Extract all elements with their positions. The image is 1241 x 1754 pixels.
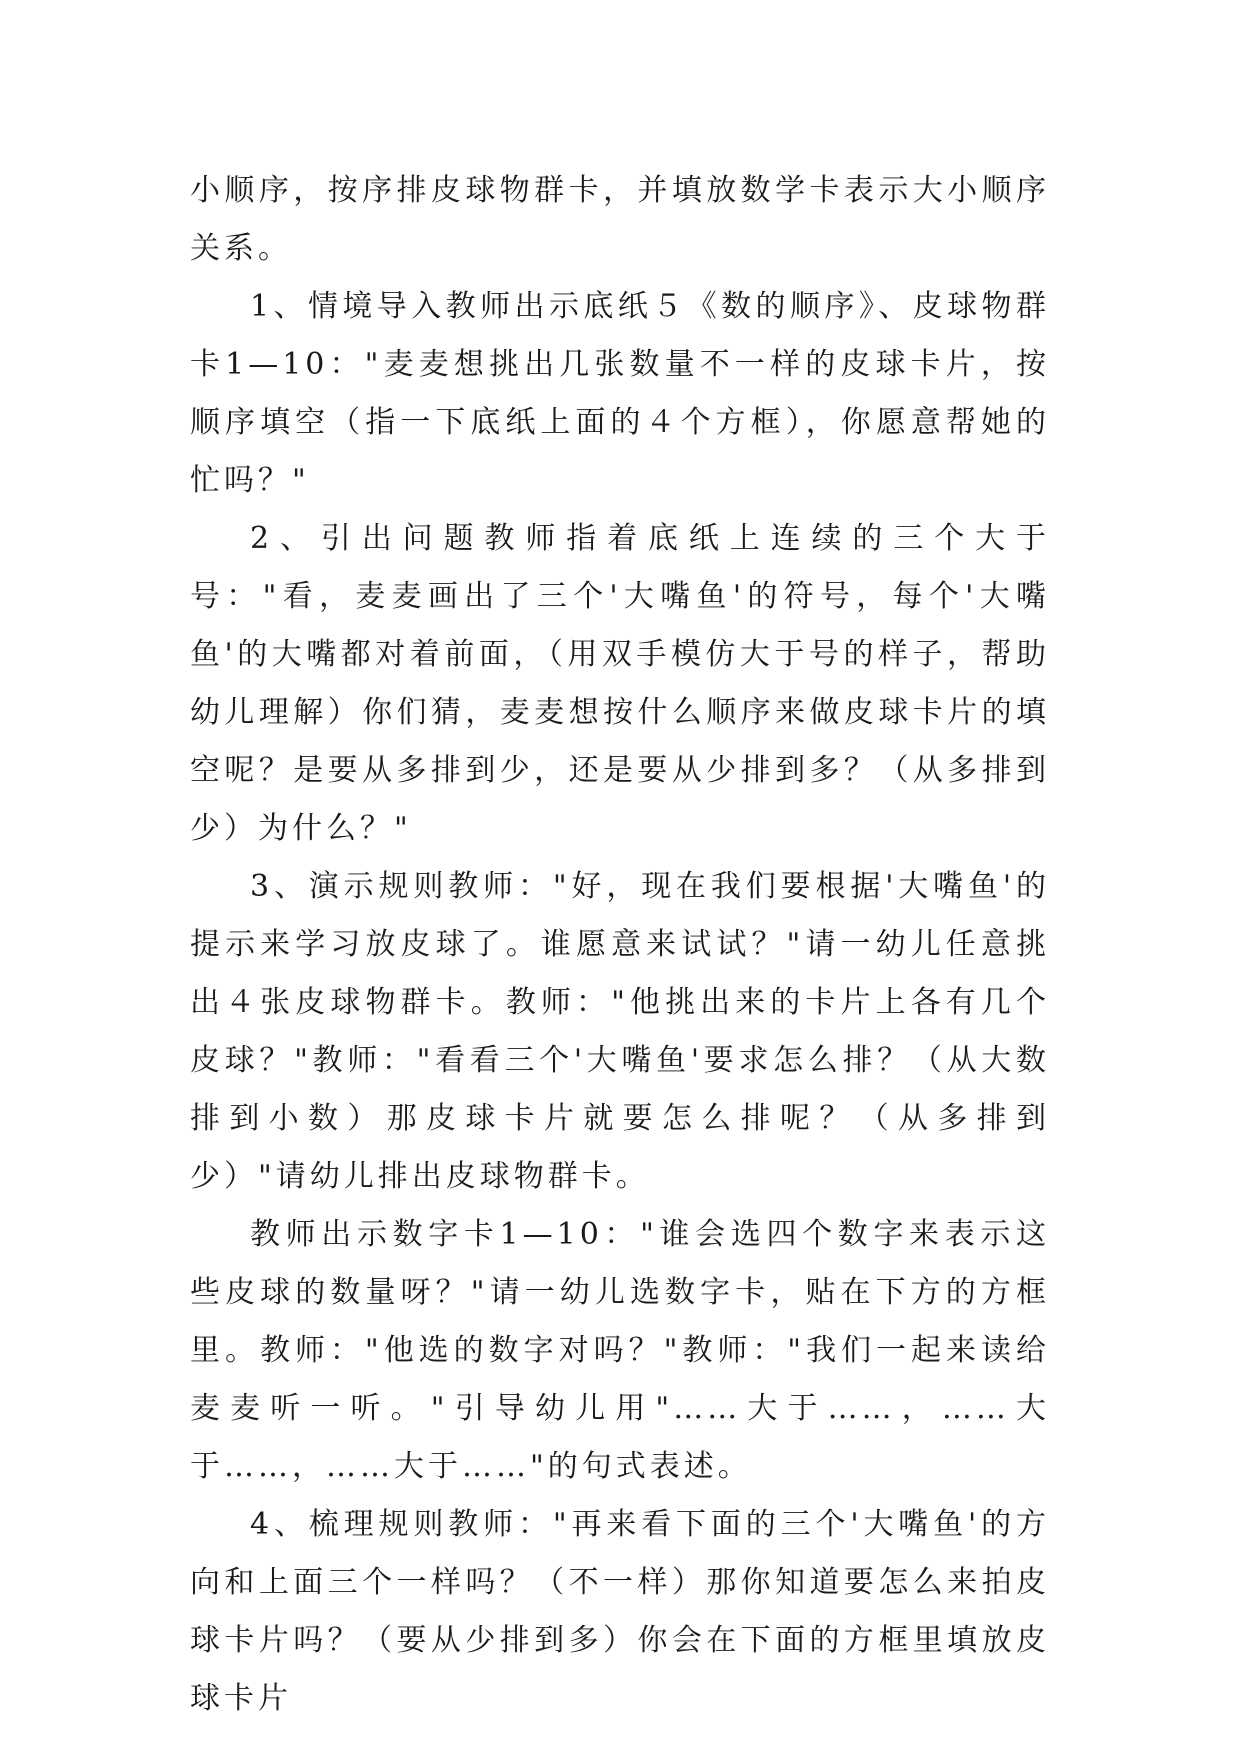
paragraph-1: 小顺序，按序排皮球物群卡，并填放数学卡表示大小顺序关系。 [190,173,1050,266]
paragraph-3: 2、引出问题教师指着底纸上连续的三个大于号："看，麦麦画出了三个'大嘴鱼'的符号，每个'大嘴鱼'的大嘴都对着前面，（用双手模仿大于号的样子，帮助幼儿理解）你们猜，麦麦想按什么顺序来做皮球卡片的填空呢？是要从多排到少，还是要从少排到多？（从多排到少）为什么？" [190,521,1050,846]
paragraph-4: 3、演示规则教师："好，现在我们要根据'大嘴鱼'的提示来学习放皮球了。谁愿意来试试？"请一幼儿任意挑出４张皮球物群卡。教师："他挑出来的卡片上各有几个皮球？"教师："看看三个'大嘴鱼'要求怎么排？（从大数排到小数）那皮球卡片就要怎么排呢？（从多排到少）"请幼儿排出皮球物群卡。 [190,869,1050,1194]
document-body [190,162,1050,1728]
paragraph-2: 1、情境导入教师出示底纸５《数的顺序》、皮球物群卡1—10："麦麦想挑出几张数量不一样的皮球卡片，按顺序填空（指一下底纸上面的４个方框），你愿意帮她的忙吗？" [190,289,1050,498]
paragraph-6: 4、梳理规则教师："再来看下面的三个'大嘴鱼'的方向和上面三个一样吗？（不一样）那你知道要怎么来拍皮球卡片吗？（要从少排到多）你会在下面的方框里填放皮球卡片 [190,1507,1050,1716]
paragraph-5: 教师出示数字卡1—10："谁会选四个数字来表示这些皮球的数量呀？"请一幼儿选数字卡，贴在下方的方框里。教师："他选的数字对吗？"教师："我们一起来读给麦麦听一听。"引导幼儿用"……大于……，……大于……，……大于……"的句式表述。 [190,1217,1050,1484]
